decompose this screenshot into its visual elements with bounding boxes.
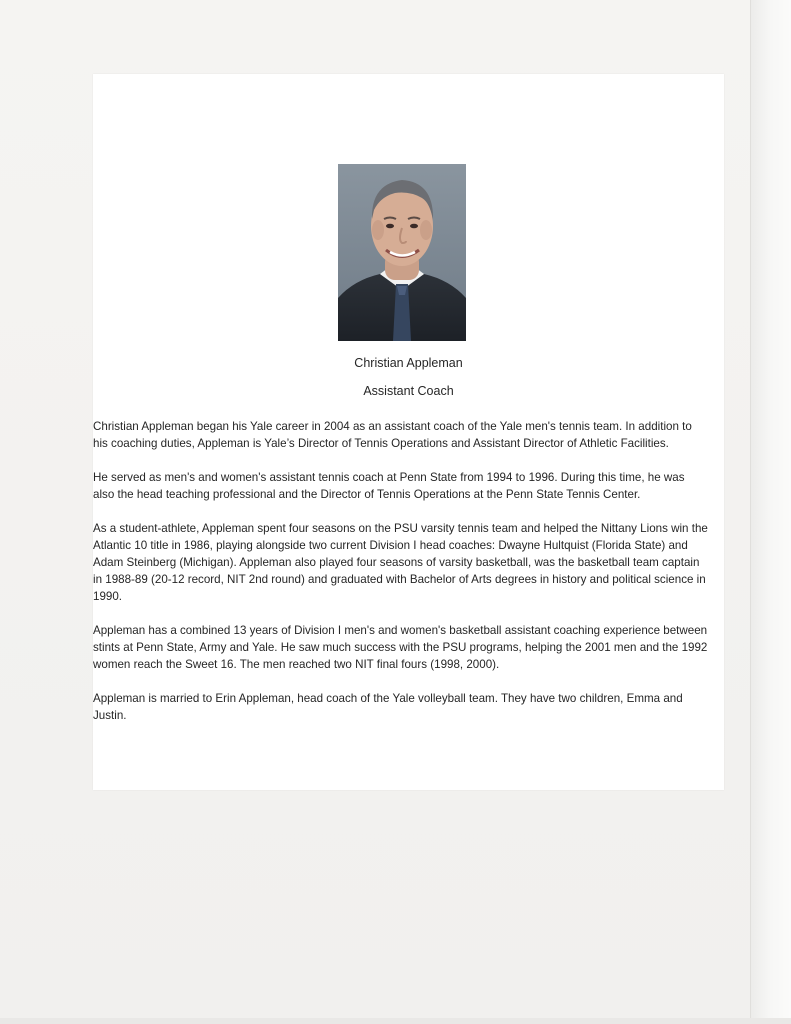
bio-paragraph <box>93 622 724 673</box>
bio-paragraph <box>93 520 724 605</box>
bio-paragraph-text: He served as men's and women's assistant tennis coach at Penn State from 1994 to 1996. During this time, he was also the head teaching professional and the Director of Tennis Operations at the Penn State Tennis Center. <box>93 471 685 501</box>
bio-text <box>93 418 724 741</box>
bio-sheet <box>93 74 724 790</box>
bio-paragraph <box>93 418 724 452</box>
coach-title: Assistant Coach <box>363 384 454 398</box>
headshot-photo <box>338 164 466 341</box>
coach-name: Christian Appleman <box>354 356 463 370</box>
bio-paragraph-text: As a student-athlete, Appleman spent four seasons on the PSU varsity tennis team and helped the Nittany Lions win the Atlantic 10 title in 1986, playing alongside two current Division I head coaches: Dwayne Hultquist (Florida State) and Adam Steinberg (Michigan). Appleman also played four seasons of varsity basketball, was the basketball team captain in 1988-89 (20-12 record, NIT 2nd round) and graduated with Bachelor of Arts degrees in history and political science in 1990. <box>93 522 708 603</box>
scan-bottom-edge <box>0 1018 791 1024</box>
bio-paragraph <box>93 690 724 724</box>
bio-paragraph-text: Christian Appleman began his Yale career in 2004 as an assistant coach of the Yale men's tennis team. In addition to his coaching duties, Appleman is Yale’s Director of Tennis Operations and Assistant Director of Athletic Facilities. <box>93 420 692 450</box>
bio-paragraph <box>93 469 724 503</box>
scan-right-edge <box>750 0 791 1024</box>
bio-paragraph-text: Appleman is married to Erin Appleman, head coach of the Yale volleyball team. They have two children, Emma and Justin. <box>93 692 683 722</box>
bio-paragraph-text: Appleman has a combined 13 years of Division I men's and women's basketball assistant coaching experience between stints at Penn State, Army and Yale. He saw much success with the PSU programs, helping the 2001 men and the 1992 women reach the Sweet 16. The men reached two NIT final fours (1998, 2000). <box>93 624 708 671</box>
